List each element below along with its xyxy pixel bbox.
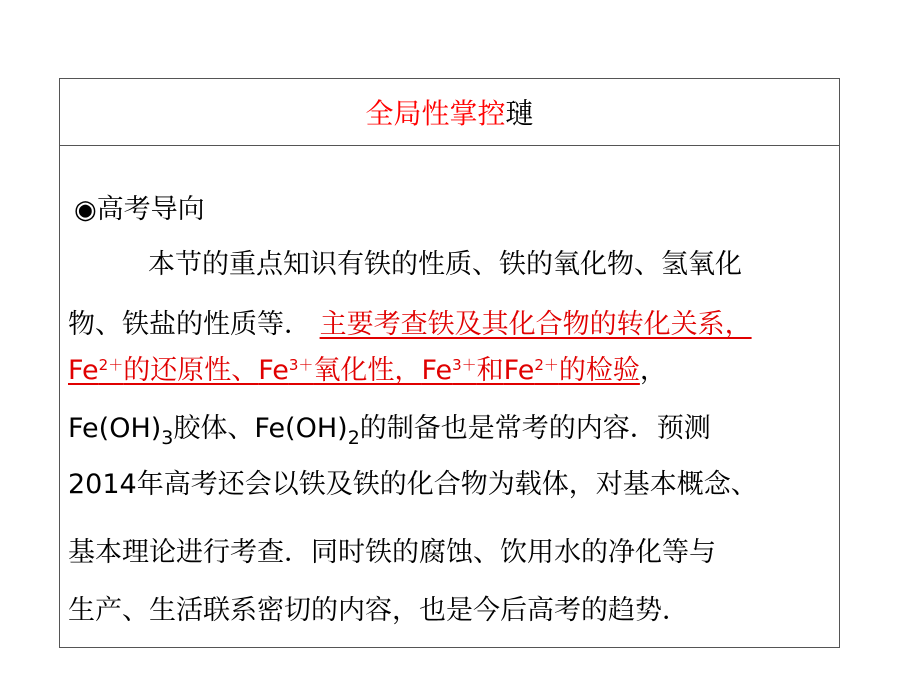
line3-text: 和 (476, 355, 504, 386)
formula-subscript: 2 (347, 427, 360, 449)
highlight-text-1: 主要考查铁及其化合物的转化关系， (319, 309, 752, 340)
paragraph-line-5: 2014年高考还会以铁及铁的化合物为载体，对基本概念、 (68, 469, 758, 500)
ion-fe: Fe (503, 355, 535, 386)
formula-feoh: Fe(OH) (68, 413, 162, 444)
line3-text: 的检验 (558, 355, 640, 386)
paragraph-line-1: 本节的重点知识有铁的性质、铁的氧化物、氢氧化 (148, 249, 742, 280)
paragraph-line-3 (68, 354, 667, 388)
section-heading (74, 193, 205, 227)
ion-charge: 2＋ (534, 356, 559, 374)
line4-text: 的制备也是常考的内容．预测 (359, 413, 711, 444)
ion-charge: 3＋ (452, 356, 477, 374)
ion-charge: 3＋ (288, 356, 314, 374)
section-heading-text: 高考导向 (96, 194, 205, 225)
bullet-icon: ◉ (74, 195, 97, 225)
ion-fe: Fe (421, 355, 453, 386)
paragraph-line-6: 基本理论进行考查．同时铁的腐蚀、饮用水的净化等与 (68, 537, 716, 568)
line4-text: 胶体、Fe(OH) (173, 413, 348, 444)
ion-fe: Fe (68, 355, 99, 386)
page-title: 全局性掌控 (365, 97, 506, 130)
highlight-text-2 (68, 355, 640, 386)
paragraph-line-4 (68, 412, 711, 449)
title-suffix: 璉 (505, 97, 534, 130)
paragraph-line-2 (68, 308, 752, 342)
line3-end: ， (639, 355, 667, 386)
ion-fe: Fe (258, 355, 289, 386)
ion-charge: 2＋ (98, 356, 124, 374)
line3-text: 的还原性、 (123, 355, 259, 386)
paragraph-line-7: 生产、生活联系密切的内容，也是今后高考的趋势． (68, 595, 689, 626)
line2-text: 物、铁盐的性质等． (68, 309, 311, 340)
line3-text: 氧化性， (313, 355, 422, 386)
formula-subscript: 3 (161, 427, 174, 449)
